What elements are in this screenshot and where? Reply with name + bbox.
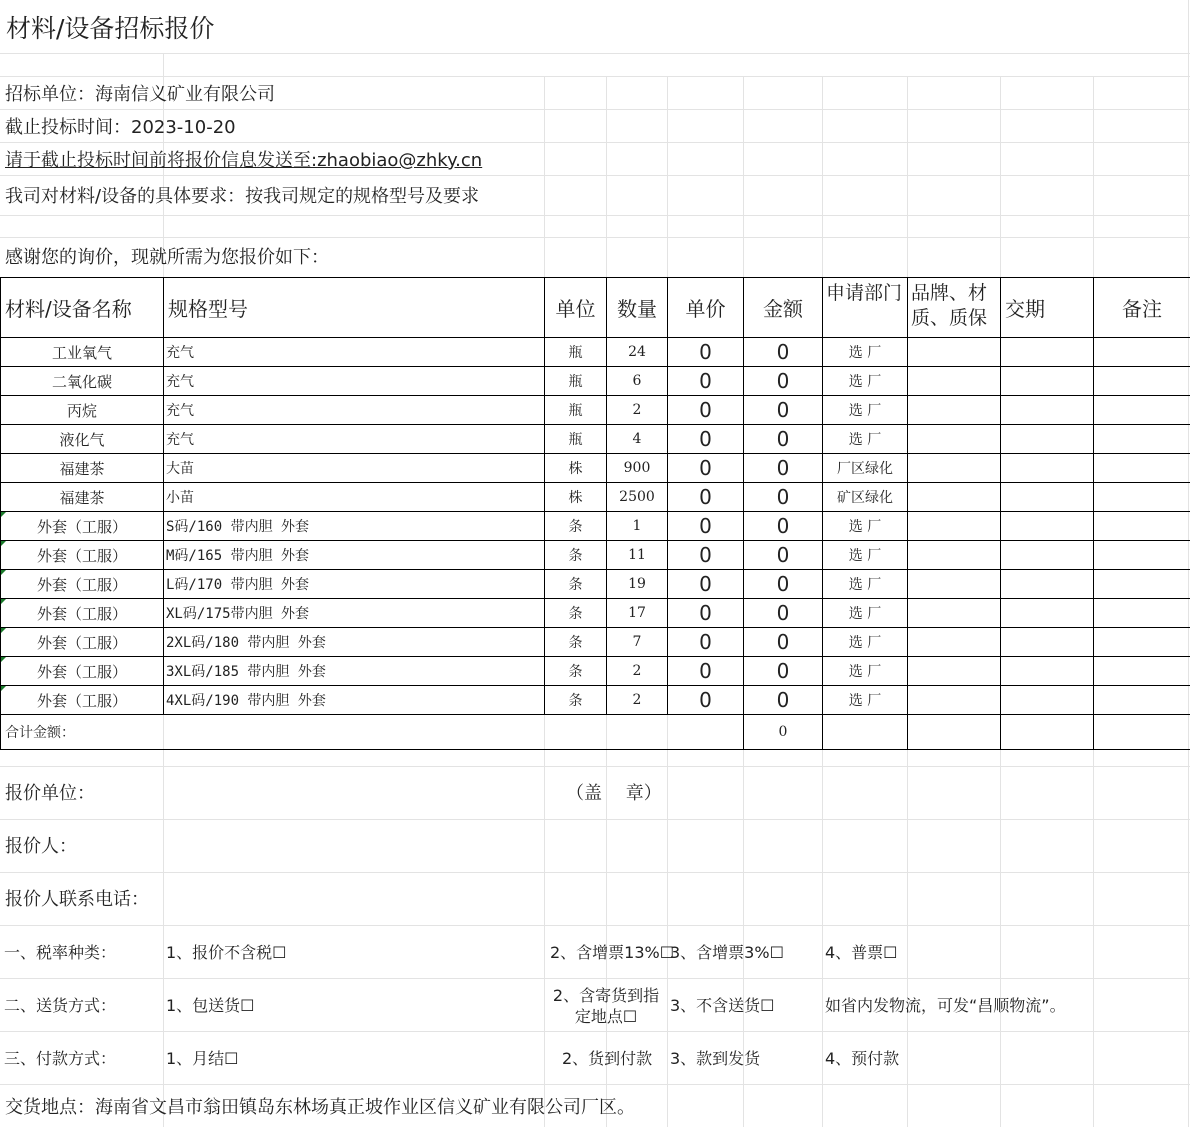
cell-price[interactable]: 0 <box>668 570 744 599</box>
cell-amount[interactable]: 0 <box>744 483 823 512</box>
cell-price[interactable]: 0 <box>668 454 744 483</box>
grid-line <box>0 1084 1190 1085</box>
cell-unit[interactable]: 条 <box>545 512 607 541</box>
cell-amount[interactable]: 0 <box>744 686 823 715</box>
payment-label: 三、付款方式： <box>4 1049 117 1068</box>
tax-option-3[interactable]: 3、含增票3%☐ <box>670 943 784 962</box>
cell-qty[interactable]: 11 <box>607 541 668 570</box>
cell-spec[interactable]: 充气 <box>164 396 545 425</box>
cell-price[interactable]: 0 <box>668 483 744 512</box>
comment-marker-icon <box>1 657 6 662</box>
cell-brand[interactable] <box>908 483 1001 512</box>
cell-delivery[interactable] <box>1001 512 1094 541</box>
comment-marker-icon <box>1 541 6 546</box>
cell-dept[interactable]: 选 厂 <box>823 570 908 599</box>
cell-unit[interactable]: 条 <box>545 628 607 657</box>
delivery-note[interactable]: 如省内发物流，可发“昌顺物流”。 <box>825 996 1066 1015</box>
cell-qty[interactable]: 2 <box>607 657 668 686</box>
cell-dept[interactable]: 矿区绿化 <box>823 483 908 512</box>
cell-unit[interactable]: 条 <box>545 541 607 570</box>
delivery-label: 二、送货方式： <box>4 996 117 1015</box>
table-row <box>1 570 1190 599</box>
cell-brand[interactable] <box>908 425 1001 454</box>
cell-unit[interactable]: 株 <box>545 454 607 483</box>
comment-marker-icon <box>1 686 6 691</box>
page-title: 材料/设备招标报价 <box>6 14 215 43</box>
cell-delivery[interactable] <box>1001 686 1094 715</box>
cell-dept[interactable]: 选 厂 <box>823 396 908 425</box>
cell-price[interactable]: 0 <box>668 599 744 628</box>
cell-dept[interactable]: 选 厂 <box>823 338 908 367</box>
quote-person-label[interactable]: 报价人： <box>5 836 77 857</box>
total-empty-cell[interactable] <box>908 715 1001 750</box>
cell-spec[interactable]: 充气 <box>164 367 545 396</box>
cell-name[interactable] <box>1 541 164 570</box>
cell-price[interactable]: 0 <box>668 512 744 541</box>
col-header-price[interactable]: 单价 <box>668 278 744 338</box>
cell-price[interactable]: 0 <box>668 541 744 570</box>
cell-spec[interactable]: 3XL码/185 带内胆 外套 <box>164 657 545 686</box>
cell-spec[interactable]: 2XL码/180 带内胆 外套 <box>164 628 545 657</box>
cell-name[interactable]: 福建茶 <box>1 483 164 512</box>
col-header-spec[interactable]: 规格型号 <box>164 278 545 338</box>
cell-remark[interactable] <box>1094 657 1190 686</box>
cell-qty[interactable]: 900 <box>607 454 668 483</box>
comment-marker-icon <box>1 570 6 575</box>
cell-amount[interactable]: 0 <box>744 367 823 396</box>
cell-qty[interactable]: 2500 <box>607 483 668 512</box>
table-row <box>1 628 1190 657</box>
cell-qty[interactable]: 24 <box>607 338 668 367</box>
cell-delivery[interactable] <box>1001 483 1094 512</box>
table-row <box>1 599 1190 628</box>
col-header-dept[interactable]: 申请部门 <box>823 278 908 338</box>
cell-name-text: 外套（工服） <box>36 662 127 681</box>
cell-brand[interactable] <box>908 338 1001 367</box>
cell-delivery[interactable] <box>1001 570 1094 599</box>
cell-brand[interactable] <box>908 657 1001 686</box>
cell-name[interactable] <box>1 512 164 541</box>
cell-dept[interactable]: 选 厂 <box>823 628 908 657</box>
cell-spec[interactable]: M码/165 带内胆 外套 <box>164 541 545 570</box>
cell-remark[interactable] <box>1094 686 1190 715</box>
cell-dept[interactable]: 选 厂 <box>823 657 908 686</box>
cell-dept[interactable]: 厂区绿化 <box>823 454 908 483</box>
cell-amount[interactable]: 0 <box>744 454 823 483</box>
total-amount[interactable]: 0 <box>744 715 823 750</box>
table-row <box>1 483 1190 512</box>
cell-amount[interactable]: 0 <box>744 570 823 599</box>
grid-line <box>0 142 1190 143</box>
quote-phone-label[interactable]: 报价人联系电话： <box>5 889 149 910</box>
cell-unit[interactable]: 株 <box>545 483 607 512</box>
cell-amount[interactable]: 0 <box>744 541 823 570</box>
grid-line <box>0 76 1190 77</box>
cell-qty[interactable]: 2 <box>607 686 668 715</box>
grid-line <box>0 53 1190 54</box>
cell-amount[interactable]: 0 <box>744 628 823 657</box>
grid-line <box>0 766 1190 767</box>
cell-brand[interactable] <box>908 454 1001 483</box>
cell-amount[interactable]: 0 <box>744 657 823 686</box>
cell-spec[interactable]: S码/160 带内胆 外套 <box>164 512 545 541</box>
grid-line <box>0 872 1190 873</box>
cell-delivery[interactable] <box>1001 599 1094 628</box>
cell-delivery[interactable] <box>1001 338 1094 367</box>
cell-remark[interactable] <box>1094 599 1190 628</box>
payment-option-4[interactable]: 4、预付款 <box>825 1049 900 1068</box>
cell-amount[interactable]: 0 <box>744 512 823 541</box>
grid-line <box>0 819 1190 820</box>
cell-name[interactable]: 福建茶 <box>1 454 164 483</box>
cell-delivery[interactable] <box>1001 367 1094 396</box>
cell-qty[interactable]: 4 <box>607 425 668 454</box>
cell-unit[interactable]: 瓶 <box>545 396 607 425</box>
total-empty-cell[interactable] <box>823 715 908 750</box>
table-row <box>1 338 1190 367</box>
comment-marker-icon <box>1 628 6 633</box>
delivery-option-2[interactable]: 2、含寄货到指定地点☐ <box>552 986 660 1026</box>
cell-name[interactable]: 丙烷 <box>1 396 164 425</box>
comment-marker-icon <box>1 512 6 517</box>
cell-price[interactable]: 0 <box>668 628 744 657</box>
cell-spec[interactable]: 充气 <box>164 425 545 454</box>
cell-remark[interactable] <box>1094 454 1190 483</box>
cell-dept[interactable]: 选 厂 <box>823 686 908 715</box>
tax-option-1[interactable]: 1、报价不含税☐ <box>166 943 287 962</box>
cell-name-text: 外套（工服） <box>36 575 127 594</box>
cell-unit[interactable]: 瓶 <box>545 338 607 367</box>
cell-name[interactable] <box>1 686 164 715</box>
cell-name-text: 外套（工服） <box>36 546 127 565</box>
cell-name[interactable] <box>1 570 164 599</box>
total-row <box>1 715 1190 750</box>
cell-name[interactable] <box>1 628 164 657</box>
grid-line <box>0 925 1190 926</box>
table-row <box>1 657 1190 686</box>
table-row <box>1 425 1190 454</box>
quotation-table <box>0 277 1190 750</box>
cell-delivery[interactable] <box>1001 657 1094 686</box>
thanks-text[interactable]: 感谢您的询价，现就所需为您报价如下： <box>5 247 329 268</box>
quote-unit-label[interactable]: 报价单位： <box>5 783 95 804</box>
delivery-address[interactable]: 交货地点：海南省文昌市翁田镇岛东林场真正坡作业区信义矿业有限公司厂区。 <box>5 1097 635 1118</box>
cell-brand[interactable] <box>908 686 1001 715</box>
col-header-amount[interactable]: 金额 <box>744 278 823 338</box>
payment-option-3[interactable]: 3、款到发货 <box>670 1049 761 1068</box>
grid-line <box>0 175 1190 176</box>
cell-unit[interactable]: 瓶 <box>545 425 607 454</box>
total-empty-cell[interactable] <box>1001 715 1094 750</box>
cell-brand[interactable] <box>908 570 1001 599</box>
cell-spec[interactable]: L码/170 带内胆 外套 <box>164 570 545 599</box>
cell-name[interactable]: 液化气 <box>1 425 164 454</box>
cell-spec[interactable]: 小苗 <box>164 483 545 512</box>
grid-line <box>0 109 1190 110</box>
cell-remark[interactable] <box>1094 367 1190 396</box>
cell-brand[interactable] <box>908 396 1001 425</box>
col-header-name[interactable]: 材料/设备名称 <box>1 278 164 338</box>
cell-amount[interactable]: 0 <box>744 425 823 454</box>
cell-price[interactable]: 0 <box>668 338 744 367</box>
payment-option-2[interactable]: 2、货到付款 <box>562 1049 653 1068</box>
cell-name[interactable] <box>1 599 164 628</box>
cell-name[interactable] <box>1 657 164 686</box>
cell-unit[interactable]: 条 <box>545 686 607 715</box>
total-empty-cell[interactable] <box>1094 715 1190 750</box>
cell-qty[interactable]: 6 <box>607 367 668 396</box>
payment-option-1[interactable]: 1、月结☐ <box>166 1049 239 1068</box>
cell-remark[interactable] <box>1094 425 1190 454</box>
cell-unit[interactable]: 条 <box>545 599 607 628</box>
cell-qty[interactable]: 1 <box>607 512 668 541</box>
cell-delivery[interactable] <box>1001 628 1094 657</box>
cell-name-text: 外套（工服） <box>36 633 127 652</box>
table-row <box>1 686 1190 715</box>
col-header-brand[interactable]: 品牌、材质、质保 <box>908 278 1001 338</box>
tax-option-4[interactable]: 4、普票☐ <box>825 943 898 962</box>
bid-deadline[interactable]: 截止投标时间：2023-10-20 <box>5 117 236 138</box>
cell-amount[interactable]: 0 <box>744 338 823 367</box>
cell-remark[interactable] <box>1094 570 1190 599</box>
cell-unit[interactable]: 条 <box>545 570 607 599</box>
cell-remark[interactable] <box>1094 628 1190 657</box>
grid-line <box>0 978 1190 979</box>
cell-dept[interactable]: 选 厂 <box>823 541 908 570</box>
col-header-qty[interactable]: 数量 <box>607 278 668 338</box>
total-label[interactable]: 合计金额： <box>1 715 744 750</box>
cell-spec[interactable]: XL码/175带内胆 外套 <box>164 599 545 628</box>
cell-spec[interactable]: 4XL码/190 带内胆 外套 <box>164 686 545 715</box>
cell-name[interactable]: 二氧化碳 <box>1 367 164 396</box>
tax-option-2[interactable]: 2、含增票13%☐ <box>550 943 675 962</box>
cell-brand[interactable] <box>908 512 1001 541</box>
table-row <box>1 367 1190 396</box>
cell-price[interactable]: 0 <box>668 425 744 454</box>
cell-dept[interactable]: 选 厂 <box>823 425 908 454</box>
cell-brand[interactable] <box>908 367 1001 396</box>
cell-delivery[interactable] <box>1001 425 1094 454</box>
cell-remark[interactable] <box>1094 541 1190 570</box>
cell-name-text: 外套（工服） <box>36 604 127 623</box>
grid-line <box>0 1031 1190 1032</box>
table-row <box>1 454 1190 483</box>
cell-delivery[interactable] <box>1001 454 1094 483</box>
cell-remark[interactable] <box>1094 338 1190 367</box>
grid-line <box>0 215 1190 216</box>
delivery-option-1[interactable]: 1、包送货☐ <box>166 996 255 1015</box>
cell-delivery[interactable] <box>1001 541 1094 570</box>
cell-qty[interactable]: 2 <box>607 396 668 425</box>
cell-unit[interactable]: 瓶 <box>545 367 607 396</box>
cell-dept[interactable]: 选 厂 <box>823 367 908 396</box>
cell-price[interactable]: 0 <box>668 396 744 425</box>
table-header-row <box>1 278 1190 338</box>
cell-name[interactable]: 工业氧气 <box>1 338 164 367</box>
bid-unit[interactable]: 招标单位：海南信义矿业有限公司 <box>5 84 275 105</box>
cell-dept[interactable]: 选 厂 <box>823 512 908 541</box>
stamp-label: （盖 章） <box>566 783 662 804</box>
send-to-email-link[interactable]: 请于截止投标时间前将报价信息发送至:zhaobiao@zhky.cn <box>5 150 483 171</box>
delivery-option-3[interactable]: 3、不含送货☐ <box>670 996 775 1015</box>
cell-amount[interactable]: 0 <box>744 599 823 628</box>
cell-name-text: 外套（工服） <box>36 691 127 710</box>
col-header-remark[interactable]: 备注 <box>1094 278 1190 338</box>
cell-remark[interactable] <box>1094 483 1190 512</box>
cell-amount[interactable]: 0 <box>744 396 823 425</box>
cell-price[interactable]: 0 <box>668 686 744 715</box>
table-row <box>1 396 1190 425</box>
cell-price[interactable]: 0 <box>668 367 744 396</box>
cell-brand[interactable] <box>908 599 1001 628</box>
cell-brand[interactable] <box>908 628 1001 657</box>
cell-remark[interactable] <box>1094 396 1190 425</box>
cell-spec[interactable]: 充气 <box>164 338 545 367</box>
cell-unit[interactable]: 条 <box>545 657 607 686</box>
cell-dept[interactable]: 选 厂 <box>823 599 908 628</box>
cell-spec[interactable]: 大苗 <box>164 454 545 483</box>
cell-brand[interactable] <box>908 541 1001 570</box>
col-header-unit[interactable]: 单位 <box>545 278 607 338</box>
cell-qty[interactable]: 7 <box>607 628 668 657</box>
table-row <box>1 512 1190 541</box>
requirement-text[interactable]: 我司对材料/设备的具体要求：按我司规定的规格型号及要求 <box>5 186 480 207</box>
cell-remark[interactable] <box>1094 512 1190 541</box>
tax-label: 一、税率种类： <box>4 943 117 962</box>
cell-delivery[interactable] <box>1001 396 1094 425</box>
grid-line <box>0 237 1190 238</box>
cell-name-text: 外套（工服） <box>36 517 127 536</box>
cell-price[interactable]: 0 <box>668 657 744 686</box>
table-row <box>1 541 1190 570</box>
cell-qty[interactable]: 17 <box>607 599 668 628</box>
comment-marker-icon <box>1 599 6 604</box>
col-header-delivery[interactable]: 交期 <box>1001 278 1094 338</box>
cell-qty[interactable]: 19 <box>607 570 668 599</box>
